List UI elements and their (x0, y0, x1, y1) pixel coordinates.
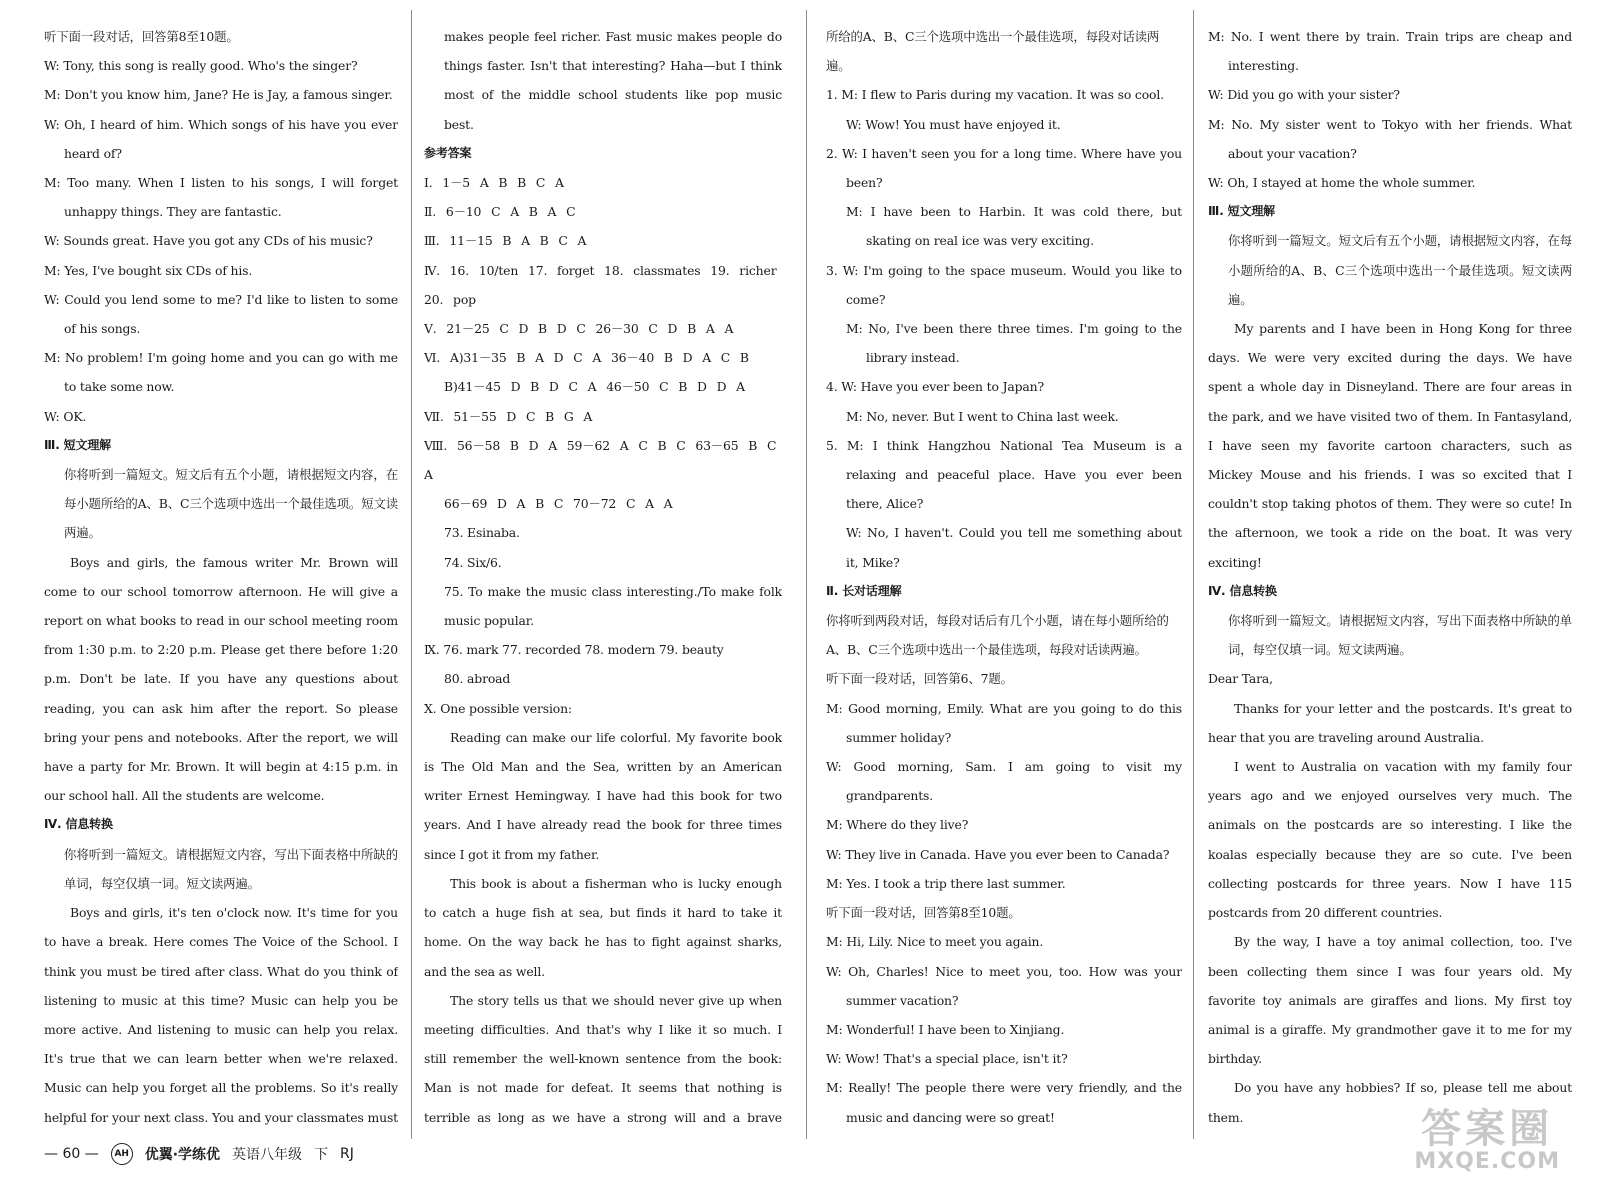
dialogue-line: M: No. I went there by train. Train trips are cheap and interesting. (1208, 29, 1572, 74)
paragraph: The story tells us that we should never give up when meeting difficulties. And that's why I like it so much. I still remember the well-known sentence from the book: Man is not made for defeat. It seems that nothing is terrible as long as we have a strong will and a brave (424, 992, 782, 1125)
dialogue-line: M: Good morning, Emily. What are you going to do this summer holiday? (826, 700, 1182, 745)
dialogue-line: M: Don't you know him, Jane? He is Jay, a famous singer. (44, 87, 393, 103)
dialogue-line: W: Did you go with your sister? (1208, 87, 1400, 103)
column-divider (1193, 10, 1194, 1139)
text-line: 你将听到一篇短文。短文后有五个小题，请根据短文内容，在每小题所给的A、B、C三个选项中选出一个最佳选项。短文读两遍。 (64, 467, 398, 541)
watermark-title: 答案圈 (1421, 1105, 1554, 1152)
dialogue-line: 2. W: I haven't seen you for a long time. Where have you been? (826, 145, 1182, 191)
section-heading: Ⅳ. 信息转换 (44, 817, 113, 832)
dialogue-line: M: Too many. When I listen to his songs, I will forget unhappy things. They are fantastic. (44, 175, 398, 220)
column-divider (806, 10, 807, 1139)
text-line: 你将听到一篇短文。请根据短文内容，写出下面表格中所缺的单词，每空仅填一词。短文读两遍。 (1228, 613, 1572, 658)
section-heading: Ⅱ. 长对话理解 (826, 583, 902, 598)
answer-line: Ⅵ. A)31－35 B A D C A 36－40 B D A C B (424, 350, 749, 366)
dialogue-line: Ⅸ. 76. mark 77. recorded 78. modern 79. beauty (424, 642, 724, 658)
paragraph: Boys and girls, it's ten o'clock now. It's time for you to have a break. Here comes The Voice of the School. I think you must be tired after class. What do you think of listening to music at this time? Music can help you be more active. And listening to music can help you relax. It's true that we can learn better when we're relaxed. Music can help you forget all the problems. So it's really helpful for your next class. You and your classmates must (44, 905, 398, 1125)
dialogue-line: 5. M: I think Hangzhou National Tea Museum is a relaxing and peaceful place. Have you ever been there, Alice? (826, 437, 1182, 512)
brand-name: 优翼·学练优 (144, 1147, 221, 1163)
dialogue-line: W: Sounds great. Have you got any CDs of his music? (44, 233, 373, 249)
answer-line: Ⅴ. 21－25 C D B D C 26－30 C D B A A (424, 321, 734, 337)
text-line: 74. Six/6. (444, 554, 502, 570)
section-heading: Ⅲ. 短文理解 (44, 437, 112, 452)
column-1 (44, 22, 398, 1133)
answer-line: Ⅳ. 16. 10/ten 17. forget 18. classmates 19. richer 20. pop (424, 262, 777, 307)
text-line: 你将听到一篇短文。请根据短文内容，写出下面表格中所缺的单词，每空仅填一词。短文读两遍。 (64, 846, 398, 891)
column-2 (424, 22, 782, 1133)
column-3 (826, 22, 1182, 1133)
dialogue-line: M: No, I've been there three times. I'm going to the library instead. (846, 321, 1182, 366)
watermark (1414, 1105, 1560, 1174)
subject-label: 英语八年级 (232, 1147, 303, 1163)
dialogue-line: W: Tony, this song is really good. Who's the singer? (44, 58, 358, 74)
text-line: 73. Esinaba. (444, 525, 520, 541)
paragraph: By the way, I have a toy animal collection, too. I've been collecting them since I was four years old. My favorite toy animals are giraffes and lions. My first toy animal is a giraffe. My grandmother gave it to me for my birthday. (1208, 934, 1572, 1067)
text-line: makes people feel richer. Fast music makes people do things faster. Isn't that interesting? Haha—but I think most of the middle school students like pop music best. (444, 29, 782, 132)
column-4 (1208, 22, 1572, 1133)
dialogue-line (826, 1132, 1182, 1133)
text-line: W: Wow! You must have enjoyed it. (846, 116, 1061, 132)
dialogue-line: W: They live in Canada. Have you ever been to Canada? (826, 846, 1170, 862)
paragraph: My parents and I have been in Hong Kong for three days. We were very excited during the days. We have spent a whole day in Disneyland. There are four areas in the park, and we have visited two of them. In Fantasyland, I have seen my favorite cartoon characters, such as Mickey Mouse and his friends. I was so excited that I couldn't stop taking photos of them. They were so cute! In the afternoon, we took a ride on the boat. It was very exciting! (1208, 321, 1572, 570)
dialogue-line: M: Hi, Lily. Nice to meet you again. (826, 934, 1044, 950)
dialogue-line: M: Wonderful! I have been to Xinjiang. (826, 1021, 1065, 1037)
page-footer (44, 1143, 354, 1165)
publisher-logo-icon: AH (111, 1143, 133, 1165)
text-line: 你将听到两段对话，每段对话后有几个小题，请在每小题所给的A、B、C三个选项中选出一个最佳选项，每段对话读两遍。 (826, 613, 1169, 658)
dialogue-line: M: No. My sister went to Tokyo with her friends. What about your vacation? (1208, 116, 1572, 161)
dialogue-line: W: Oh, Charles! Nice to meet you, too. How was your summer vacation? (826, 963, 1182, 1008)
page-number: — 60 — (44, 1146, 99, 1162)
dialogue-line: M: Where do they live? (826, 817, 969, 833)
text-line: 1. M: I flew to Paris during my vacation. It was so cool. (826, 87, 1164, 103)
edition-label: RJ (340, 1146, 354, 1162)
section-heading: Ⅳ. 信息转换 (1208, 583, 1277, 598)
dialogue-line: W: Wow! That's a special place, isn't it? (826, 1051, 1068, 1067)
answer-line: 66－69 D A B C 70－72 C A A (444, 496, 673, 512)
dialogue-line: W: OK. (44, 408, 87, 424)
paragraph: Thanks for your letter and the postcards. It's great to hear that you are traveling around Australia. (1208, 700, 1572, 745)
text-line: Dear Tara, (1208, 671, 1273, 687)
section-heading: 参考答案 (424, 145, 472, 160)
dialogue-line: M: No problem! I'm going home and you can go with me to take some now. (44, 350, 398, 395)
dialogue-line: M: Yes. I took a trip there last summer. (826, 875, 1066, 891)
text-line: M: No, never. But I went to China last week. (846, 408, 1119, 424)
dialogue-line: W: Good morning, Sam. I am going to visit my grandparents. (826, 759, 1182, 804)
instruction-line: 听下面一段对话，回答第8至10题。 (44, 29, 239, 44)
text-line: Ⅹ. One possible version: (424, 700, 572, 716)
watermark-url: MXQE.COM (1414, 1148, 1560, 1174)
dialogue-line: M: Yes, I've bought six CDs of his. (44, 262, 253, 278)
answer-line: Ⅶ. 51－55 D C B G A (424, 408, 593, 424)
dialogue-line: M: I have been to Harbin. It was cold there, but skating on real ice was very exciting. (846, 204, 1182, 249)
answer-line: B)41－45 D B D C A 46－50 C B D D A (444, 379, 745, 395)
dialogue-line: W: Oh, I stayed at home the whole summer. (1208, 175, 1476, 191)
text-line: W: No, I haven't. Could you tell me something about it, Mike? (846, 525, 1182, 570)
column-divider (411, 10, 412, 1139)
term-label: 下 (314, 1147, 329, 1163)
dialogue-line: W: Could you lend some to me? I'd like to listen to some of his songs. (44, 291, 398, 337)
paragraph: Reading can make our life colorful. My favorite book is The Old Man and the Sea, written by an American writer Ernest Hemingway. I have had this book for two years. And I have already read the book for three times since I got it from my father. (424, 729, 782, 862)
text-line: 听下面一段对话，回答第8至10题。 (826, 905, 1021, 921)
answer-line: Ⅷ. 56－58 B D A 59－62 A C B C 63－65 B C A (424, 437, 777, 483)
text-line: 听下面一段对话，回答第6、7题。 (826, 671, 1013, 687)
answer-line: Ⅰ. 1－5 A B B C A (424, 175, 564, 191)
text-line: 4. W: Have you ever been to Japan? (826, 379, 1044, 395)
paragraph: Do you have any hobbies? If so, please tell me about them. (1208, 1080, 1572, 1125)
text-line: 所给的A、B、C三个选项中选出一个最佳选项，每段对话读两遍。 (826, 29, 1160, 74)
paragraph: This book is about a fisherman who is lucky enough to catch a huge fish at sea, but finds it hard to take it home. On the way back he has to fight against sharks, and the sea as well. (424, 875, 782, 979)
text-line: 80. abroad (444, 671, 511, 687)
dialogue-line: M: Really! The people there were very friendly, and the music and dancing were so great! (826, 1080, 1182, 1125)
answer-line: Ⅱ. 6－10 C A B A C (424, 204, 576, 220)
answer-line: Ⅲ. 11－15 B A B C A (424, 233, 587, 249)
paragraph: Boys and girls, the famous writer Mr. Brown will come to our school tomorrow afternoon. He will give a report on what books to read in our school meeting room from 1:30 p.m. to 2:20 p.m. Please get there before 1:20 p.m. Don't be late. If you have any questions about reading, you can ask him after the report. So please bring your pens and notebooks. After the report, we will have a party for Mr. Brown. It will begin at 4:15 p.m. in our school hall. All the students are welcome. (44, 554, 398, 804)
paragraph: I went to Australia on vacation with my family four years ago and we enjoyed ourselves very much. The animals on the postcards are so interesting. I like the koalas especially because they are so cute. I've been collecting postcards for three years. Now I have 115 postcards from 20 different countries. (1208, 759, 1572, 921)
dialogue-line: W: Oh, I heard of him. Which songs of his have you ever heard of? (44, 116, 398, 161)
text-line: 75. To make the music class interesting./To make folk music popular. (444, 583, 782, 629)
dialogue-line: 3. W: I'm going to the space museum. Would you like to come? (826, 262, 1182, 307)
text-line: 你将听到一篇短文。短文后有五个小题，请根据短文内容，在每小题所给的A、B、C三个选项中选出一个最佳选项。短文读两遍。 (1228, 233, 1572, 307)
section-heading: Ⅲ. 短文理解 (1208, 204, 1276, 219)
